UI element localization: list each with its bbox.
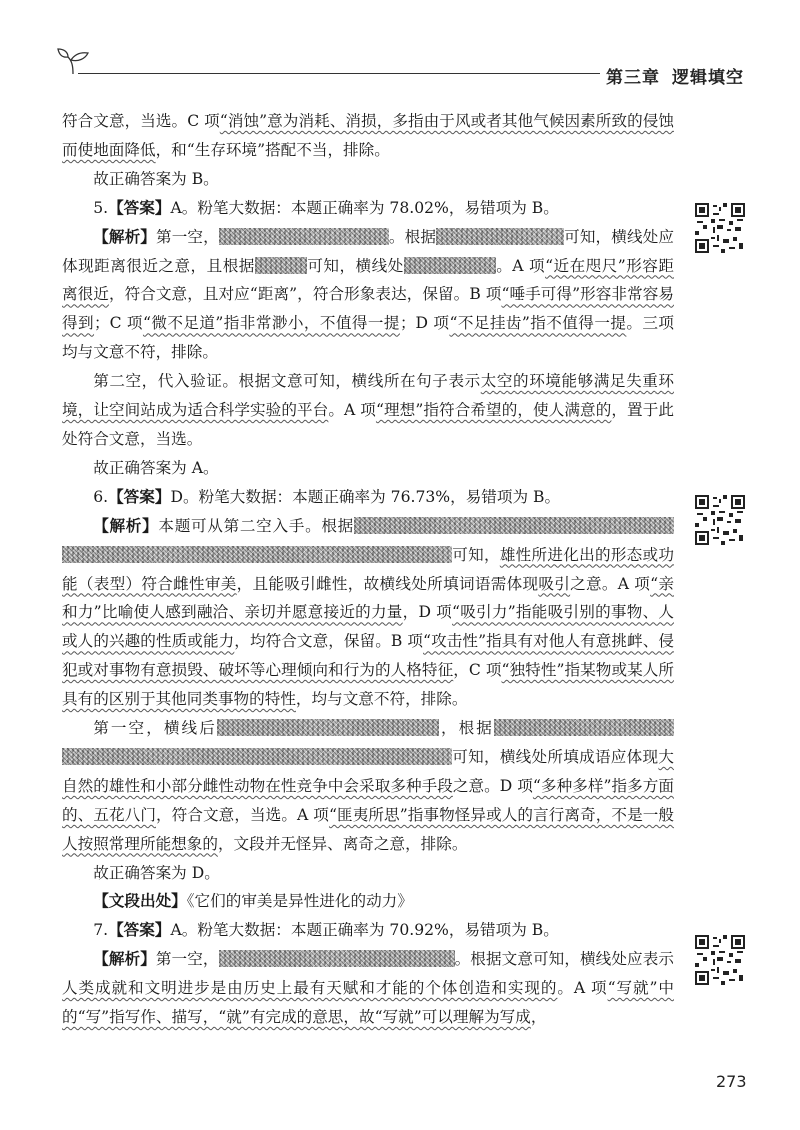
redacted-text — [217, 719, 439, 736]
redacted-text — [62, 748, 452, 765]
source-line: 【文段出处】《它们的审美是异性进化的动力》 — [93, 892, 413, 911]
answer-line: 6.【答案】D。粉笔大数据：本题正确率为 76.73%，易错项为 B。 — [93, 487, 561, 506]
paragraph: 【解析】第一空， 。根据文意可知，横线处应表示人类成就和文明进步是由历史上最有天赋和才能的个体创造和实现的。A 项“写就”中的“写”指写作、描写，“就”有完成的意思，故“写就”可以理解为写成， — [62, 950, 674, 1027]
section-title: 逻辑填空 — [672, 68, 744, 88]
analysis-tag: 【解析】 — [93, 516, 159, 535]
paragraph: 故正确答案为 A。 — [93, 458, 219, 477]
qr-code-icon[interactable] — [693, 933, 747, 987]
answer-tag: 【答案】 — [108, 487, 171, 506]
paragraph: 第一空，横线后 ，根据可知，横线处所填成语应体现大自然的雄性和小部分雌性动物在性竞争中会采取多种手段之意。D 项“多种多样”指多方面的、五花八门，符合文意，当选。A 项“匪夷所思”指事物怪异或人的言行离奇，不是一般人按照常理所能想象的，文段并无怪异、离奇之意，排除。 — [62, 719, 675, 853]
page-number: 273 — [716, 1072, 747, 1091]
redacted-text — [219, 228, 389, 245]
paragraph: 【解析】本题可从第二空入手。根据可知，雄性所进化出的形态或功能（表型）符合雌性审美，且能吸引雌性，故横线处所填词语需体现吸引之意。A 项“亲和力”比喻使人感到融洽、亲切并愿意接近的力量，D 项“吸引力”指能吸引别的事物、人或人的兴趣的性质或能力，均符合文意，保留。B 项“攻击性”指具有对他人有意挑衅、侵犯或对事物有意损毁、破坏等心理倾向和行为的人格特征，C 项“独特性”指某物或某人所具有的区别于其他同类事物的特性，均与文意不符，排除。 — [62, 516, 674, 709]
paragraph: 故正确答案为 B。 — [93, 169, 219, 188]
header-rule — [78, 73, 600, 74]
paragraph: 符合文意，当选。C 项“消蚀”意为消耗、消损，多指由于风或者其他气候因素所致的侵蚀而使地面降低，和“生存环境”搭配不当，排除。 — [62, 112, 674, 159]
redacted-text — [436, 228, 564, 245]
analysis-tag: 【解析】 — [93, 950, 156, 969]
answer-explanations — [62, 107, 674, 1032]
redacted-text — [62, 546, 452, 563]
sprout-icon — [56, 46, 90, 76]
qr-code-icon[interactable] — [693, 201, 747, 255]
running-header — [606, 63, 744, 88]
analysis-tag: 【解析】 — [93, 227, 156, 246]
paragraph: 故正确答案为 D。 — [93, 863, 220, 882]
paragraph: 【解析】第一空， 。根据 可知，横线处应体现距离很近之意，且根据 可知，横线处 。A 项“近在咫尺”形容距离很近，符合文意，且对应“距离”，符合形象表达，保留。B 项“唾手可得”形容非常容易得到；C 项“微不足道”指非常渺小，不值得一提；D 项“不足挂齿”指不值得一提。三项均与文意不符，排除。 — [62, 227, 674, 362]
qr-code-icon[interactable] — [693, 493, 747, 547]
redacted-text — [404, 257, 496, 274]
redacted-text — [255, 257, 307, 274]
redacted-text — [354, 517, 674, 534]
answer-line: 5.【答案】A。粉笔大数据：本题正确率为 78.02%，易错项为 B。 — [93, 198, 559, 217]
chapter-title: 第三章 — [606, 68, 660, 88]
answer-tag: 【答案】 — [108, 198, 171, 217]
redacted-text — [494, 719, 674, 736]
source-tag: 【文段出处】 — [93, 892, 187, 911]
answer-line: 7.【答案】A。粉笔大数据：本题正确率为 70.92%，易错项为 B。 — [93, 921, 559, 940]
answer-tag: 【答案】 — [108, 921, 171, 940]
redacted-text — [219, 950, 455, 967]
paragraph: 第二空，代入验证。根据文意可知，横线所在句子表示太空的环境能够满足失重环境，让空间站成为适合科学实验的平台。A 项“理想”指符合希望的，使人满意的，置于此处符合文意，当选。 — [62, 372, 674, 448]
